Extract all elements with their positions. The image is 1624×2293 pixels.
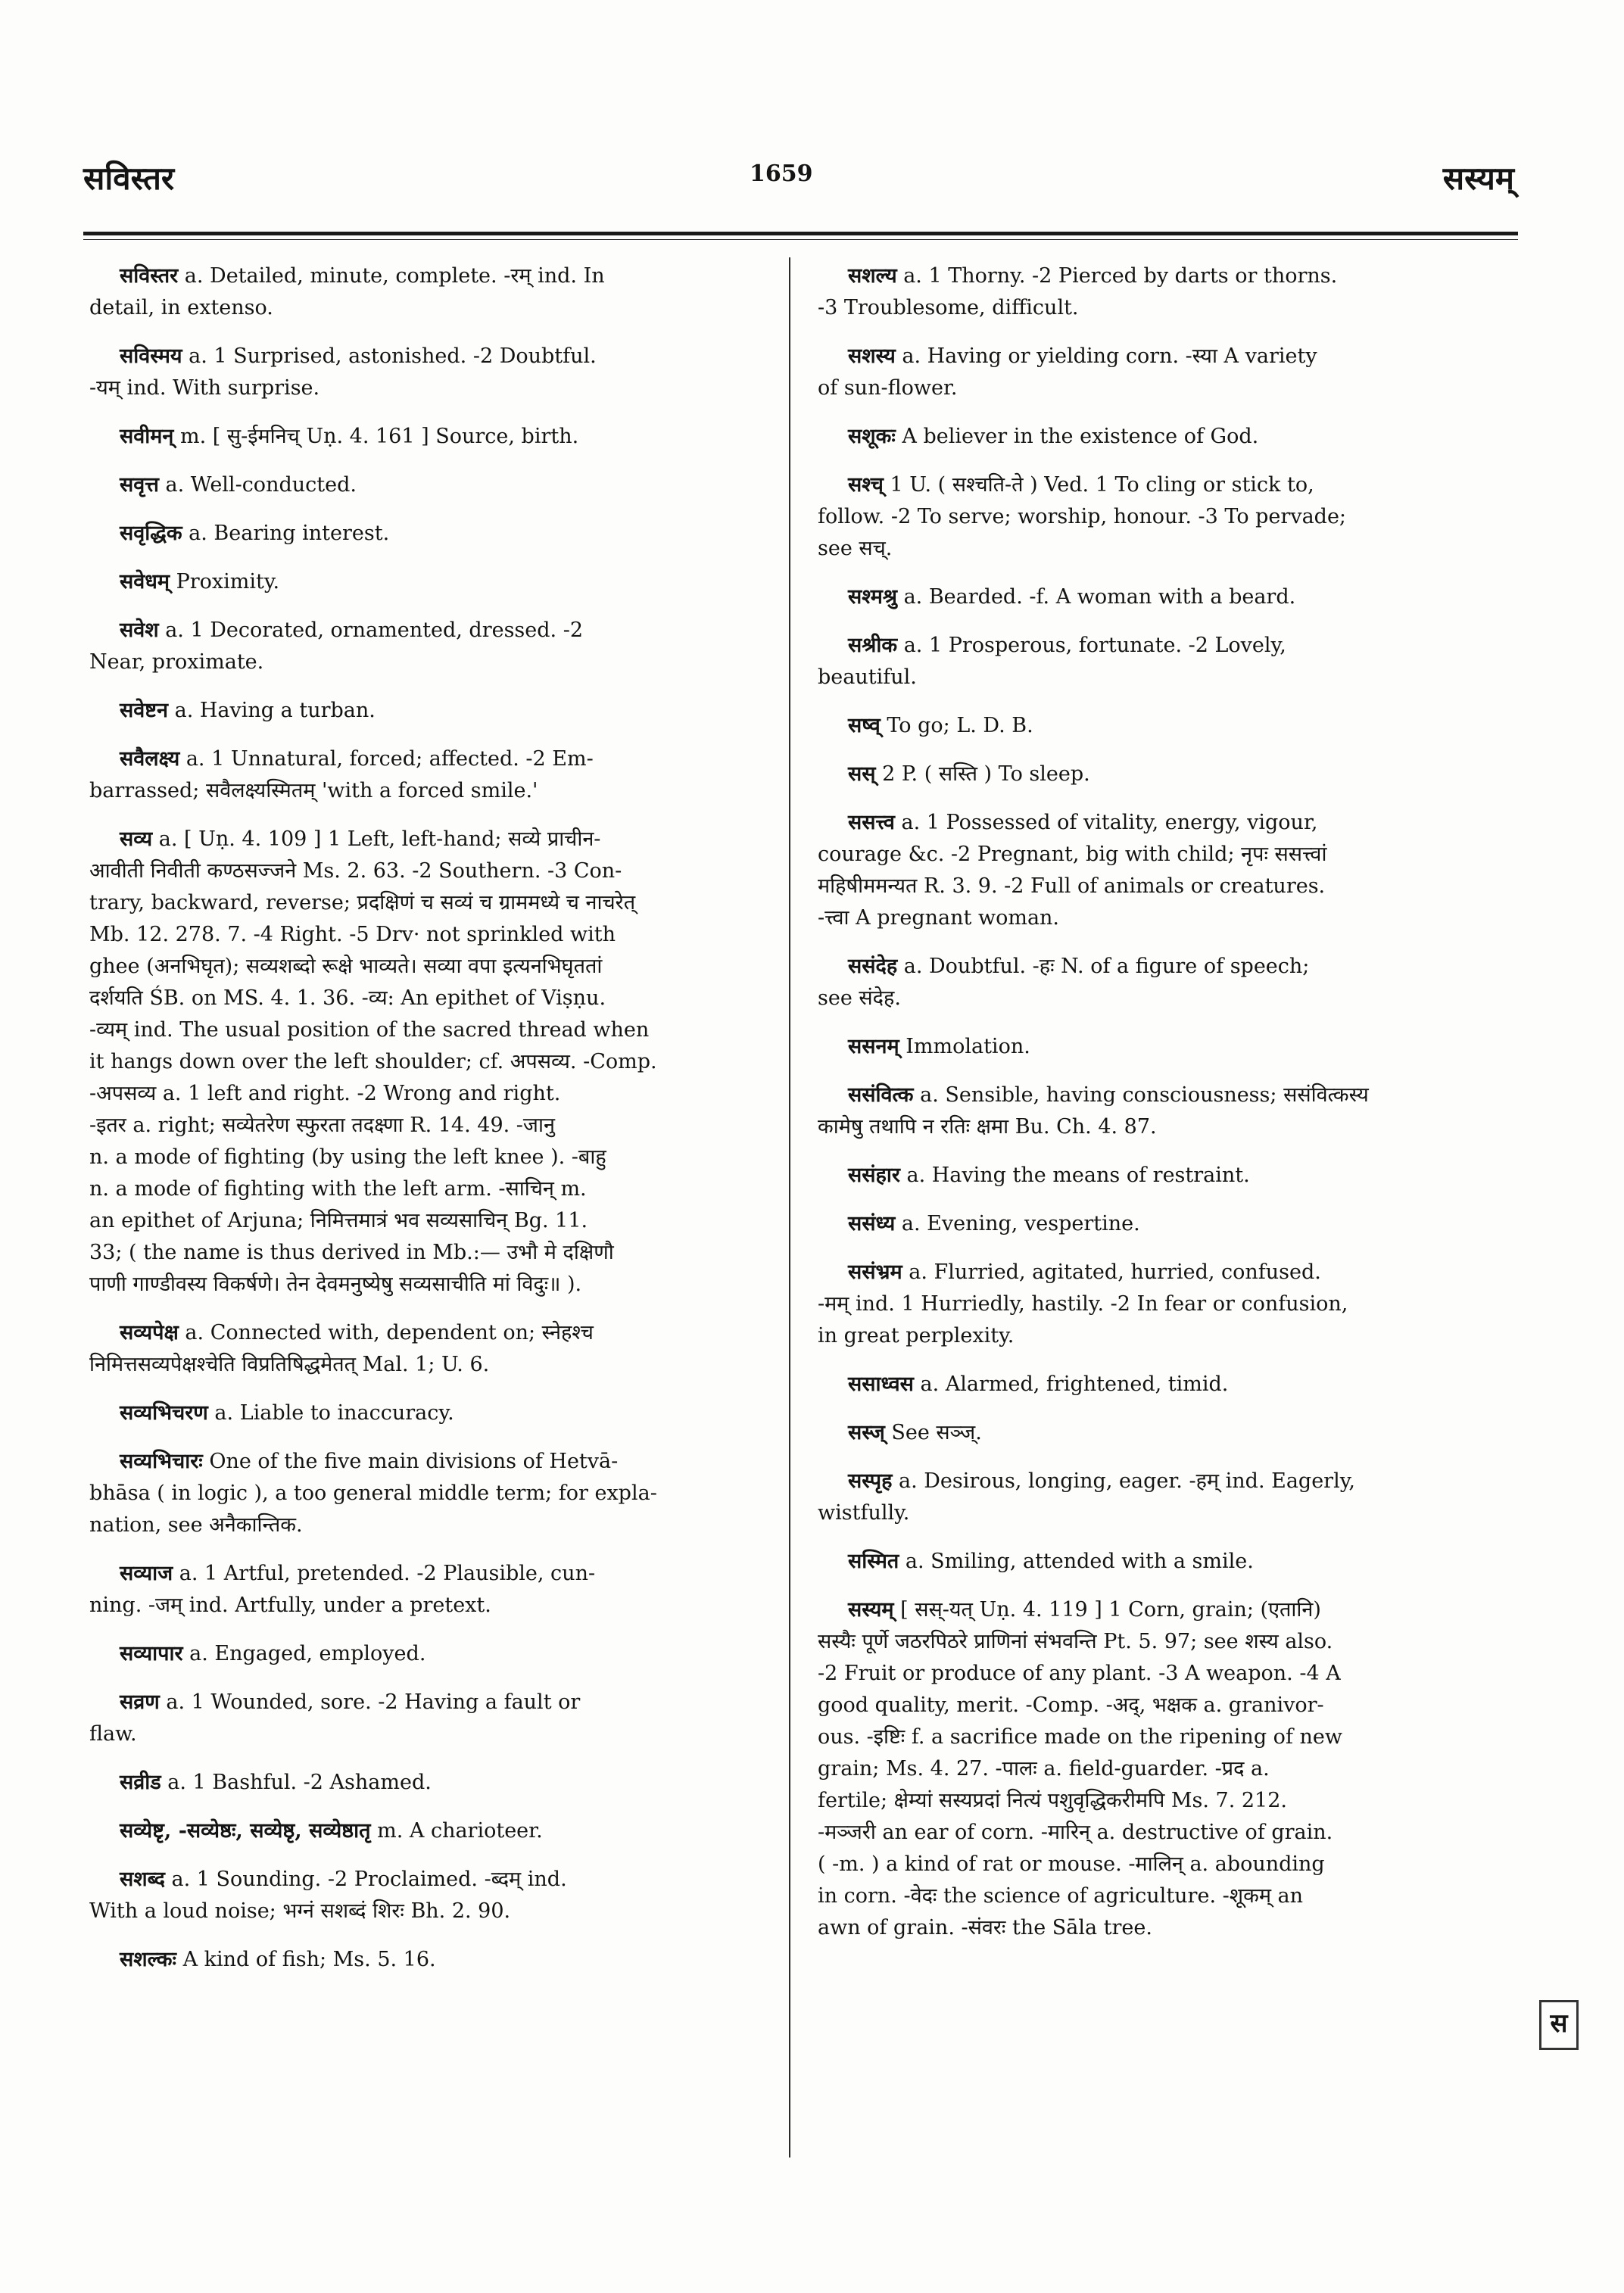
entry-line bbox=[818, 1880, 1492, 1912]
entry-line bbox=[89, 566, 769, 598]
entry-line bbox=[89, 1944, 769, 1976]
dictionary-entry bbox=[89, 260, 769, 324]
definition-text: -त्त्वा A pregnant woman. bbox=[818, 906, 1060, 930]
headword: सस्ज् bbox=[848, 1421, 885, 1444]
column-divider bbox=[789, 257, 790, 2157]
definition-text: a. Smiling, attended with a smile. bbox=[899, 1550, 1254, 1573]
headword: सश्च् bbox=[848, 473, 884, 497]
dictionary-entry bbox=[818, 421, 1492, 453]
entry-line bbox=[89, 1478, 769, 1509]
headword: ससंध्य bbox=[848, 1212, 896, 1235]
definition-text: A believer in the existence of God. bbox=[895, 425, 1259, 448]
headword: सव्रीड bbox=[120, 1771, 161, 1794]
definition-text: Immolation. bbox=[899, 1035, 1030, 1058]
definition-text: wistfully. bbox=[818, 1501, 910, 1525]
definition-text: पाणी गाण्डीवस्य विकर्षणे। तेन देवमनुष्येषु सव्यसाचीति मां विदुः॥ ). bbox=[89, 1273, 582, 1296]
entry-line bbox=[818, 1753, 1492, 1785]
headword: सस् bbox=[848, 762, 876, 786]
definition-text: महिषीममन्यत R. 3. 9. -2 Full of animals or creatures. bbox=[818, 874, 1326, 898]
definition-text: n. a mode of fighting (by using the left knee ). -बाहु bbox=[89, 1145, 606, 1169]
dictionary-entry bbox=[818, 951, 1492, 1014]
entry-line bbox=[818, 501, 1492, 533]
entry-line bbox=[818, 902, 1492, 934]
definition-text: a. 1 Prosperous, fortunate. -2 Lovely, bbox=[897, 634, 1286, 657]
definition-text: a. Evening, vespertine. bbox=[895, 1212, 1140, 1235]
definition-text: -3 Troublesome, difficult. bbox=[818, 296, 1079, 319]
entry-line bbox=[89, 615, 769, 646]
dictionary-entry bbox=[818, 260, 1492, 324]
entry-line bbox=[818, 1817, 1492, 1849]
entry-line bbox=[89, 1173, 769, 1205]
entry-line bbox=[818, 1690, 1492, 1721]
entry-line bbox=[89, 951, 769, 983]
entry-line bbox=[818, 1080, 1492, 1111]
entry-line bbox=[818, 1785, 1492, 1817]
entry-line bbox=[89, 1864, 769, 1896]
entry-line bbox=[818, 1626, 1492, 1658]
entry-line bbox=[89, 1718, 769, 1750]
entry-line bbox=[89, 1687, 769, 1718]
dictionary-entry bbox=[89, 824, 769, 1301]
headword: ससंभ्रम bbox=[848, 1260, 902, 1284]
entry-line bbox=[818, 1546, 1492, 1578]
entry-line bbox=[89, 1509, 769, 1541]
dictionary-entry bbox=[89, 1317, 769, 1381]
definition-text: fertile; क्षेम्यां सस्यप्रदां नित्यं पशुवृद्धिकरीमपि Ms. 7. 212. bbox=[818, 1789, 1287, 1812]
dictionary-entry bbox=[89, 341, 769, 404]
entry-line bbox=[818, 1257, 1492, 1288]
definition-text: a. Desirous, longing, eager. -हम् ind. Eagerly, bbox=[892, 1469, 1355, 1493]
dictionary-entry bbox=[89, 421, 769, 453]
headword: सवृद्धिक bbox=[120, 522, 182, 545]
entry-line bbox=[818, 807, 1492, 839]
entry-line bbox=[818, 1111, 1492, 1143]
entry-line bbox=[89, 1590, 769, 1622]
entry-line bbox=[818, 759, 1492, 790]
headword: सव्रण bbox=[120, 1690, 160, 1714]
entry-line bbox=[89, 1110, 769, 1142]
definition-text: beautiful. bbox=[818, 665, 917, 689]
definition-text: [ सस्-यत् Uṇ. 4. 119 ] 1 Corn, grain; (एतानि) bbox=[893, 1598, 1321, 1622]
definition-text: सस्यैः पूर्णे जठरपिठरे प्राणिनां संभवन्ति Pt. 5. 97; see शस्य also. bbox=[818, 1630, 1333, 1653]
definition-text: ous. -इष्टिः f. a sacrifice made on the ripening of new bbox=[818, 1725, 1342, 1749]
definition-text: With a loud noise; भग्नं सशब्दं शिरः Bh. 2. 90. bbox=[89, 1899, 511, 1923]
definition-text: a. 1 Bashful. -2 Ashamed. bbox=[161, 1771, 432, 1794]
definition-text: in great perplexity. bbox=[818, 1324, 1015, 1347]
dictionary-entry bbox=[818, 1257, 1492, 1352]
entry-line bbox=[89, 824, 769, 855]
definition-text: -व्यम् ind. The usual position of the sacred thread when bbox=[89, 1018, 650, 1042]
headword: ससंदेह bbox=[848, 955, 898, 978]
definition-text: ning. -जम् ind. Artfully, under a pretext. bbox=[89, 1594, 491, 1617]
definition-text: निमित्तसव्यपेक्षश्चेति विप्रतिषिद्धमेतत् Mal. 1; U. 6. bbox=[89, 1353, 490, 1376]
entry-line bbox=[818, 839, 1492, 871]
definition-text: a. Having a turban. bbox=[168, 699, 376, 722]
entry-line bbox=[818, 1160, 1492, 1192]
dictionary-entry bbox=[89, 1815, 769, 1847]
definition-text: a. 1 Surprised, astonished. -2 Doubtful. bbox=[182, 344, 597, 368]
definition-text: 2 P. ( सस्ति ) To sleep. bbox=[875, 762, 1090, 786]
dictionary-entry bbox=[818, 1160, 1492, 1192]
headword: सव्य bbox=[120, 827, 153, 851]
definition-text: कामेषु तथापि न रतिः क्षमा Bu. Ch. 4. 87. bbox=[818, 1115, 1157, 1139]
dictionary-entry bbox=[818, 1208, 1492, 1240]
definition-text: m. A charioteer. bbox=[370, 1819, 543, 1843]
entry-line bbox=[89, 1237, 769, 1269]
entry-line bbox=[89, 1046, 769, 1078]
dictionary-entry bbox=[818, 1594, 1492, 1944]
dictionary-entry bbox=[89, 1864, 769, 1927]
headword: ससंहार bbox=[848, 1164, 900, 1187]
header-rule-thin bbox=[83, 239, 1518, 240]
headword: सष्व् bbox=[848, 714, 881, 737]
entry-line bbox=[818, 630, 1492, 662]
headword: सस्यम् bbox=[848, 1598, 894, 1622]
corner-stamp: स bbox=[1539, 2000, 1579, 2050]
dictionary-entry bbox=[89, 743, 769, 807]
definition-text: grain; Ms. 4. 27. -पालः a. field-guarder. -प्रद a. bbox=[818, 1757, 1270, 1781]
definition-text: an epithet of Arjuna; निमित्तमात्रं भव सव्यसाचिन् Bg. 11. bbox=[89, 1209, 588, 1232]
definition-text: a. Engaged, employed. bbox=[182, 1642, 426, 1665]
definition-text: see सच्. bbox=[818, 537, 893, 560]
definition-text: -अपसव्य a. 1 left and right. -2 Wrong and right. bbox=[89, 1082, 561, 1105]
definition-text: a. Bearing interest. bbox=[182, 522, 390, 545]
definition-text: a. 1 Decorated, ornamented, dressed. -2 bbox=[158, 618, 584, 642]
headword: सवेष्टन bbox=[120, 699, 169, 722]
headword: सशस्य bbox=[848, 344, 896, 368]
definition-text: in corn. -वेदः the science of agriculture. -शूकम् an bbox=[818, 1884, 1304, 1908]
headword: सविस्तर bbox=[120, 264, 179, 288]
entry-line bbox=[818, 421, 1492, 453]
entry-line bbox=[89, 1142, 769, 1173]
dictionary-entry bbox=[89, 1397, 769, 1429]
definition-text: trary, backward, reverse; प्रदक्षिणं च सव्यं च ग्राममध्ये च नाचरेत् bbox=[89, 891, 636, 914]
definition-text: ( -m. ) a kind of rat or mouse. -मालिन् a. abounding bbox=[818, 1852, 1325, 1876]
headword: सविस्मय bbox=[120, 344, 182, 368]
dictionary-entry bbox=[818, 710, 1492, 742]
entry-line bbox=[89, 695, 769, 727]
headword: ससत्त्व bbox=[848, 811, 895, 834]
definition-text: awn of grain. -संवरः the Sāla tree. bbox=[818, 1916, 1152, 1939]
entry-line bbox=[89, 919, 769, 951]
entry-line bbox=[89, 983, 769, 1014]
headword: ससाध्वस bbox=[848, 1372, 914, 1396]
headword: सवैलक्ष्य bbox=[120, 747, 180, 771]
entry-line bbox=[89, 775, 769, 807]
definition-text: Near, proximate. bbox=[89, 650, 264, 674]
definition-text: A kind of fish; Ms. 5. 16. bbox=[176, 1948, 436, 1971]
entry-line bbox=[89, 855, 769, 887]
entry-line bbox=[818, 1369, 1492, 1400]
entry-line bbox=[89, 1078, 769, 1110]
entry-line bbox=[89, 1558, 769, 1590]
entry-line bbox=[818, 1288, 1492, 1320]
definition-text: -इतर a. right; सव्येतरेण स्फुरता तदक्ष्णा R. 14. 49. -जानु bbox=[89, 1114, 555, 1137]
definition-text: Proximity. bbox=[170, 570, 280, 594]
definition-text: Mb. 12. 278. 7. -4 Right. -5 Drv· not sprinkled with bbox=[89, 923, 616, 946]
dictionary-entry bbox=[89, 1446, 769, 1541]
headword: सव्यापार bbox=[120, 1642, 183, 1665]
entry-line bbox=[818, 341, 1492, 372]
entry-line bbox=[818, 1031, 1492, 1063]
entry-line bbox=[818, 1417, 1492, 1449]
definition-text: a. Well-conducted. bbox=[158, 473, 357, 497]
definition-text: 33; ( the name is thus derived in Mb.:— उभौ मे दक्षिणौ bbox=[89, 1241, 614, 1264]
entry-line bbox=[818, 1320, 1492, 1352]
definition-text: see संदेह. bbox=[818, 986, 901, 1010]
header-rule bbox=[83, 232, 1518, 235]
dictionary-entry bbox=[818, 341, 1492, 404]
entry-line bbox=[818, 260, 1492, 292]
definition-text: nation, see अनैकान्तिक. bbox=[89, 1513, 303, 1537]
entry-line bbox=[818, 292, 1492, 324]
dictionary-entry bbox=[818, 1031, 1492, 1063]
dictionary-entry bbox=[818, 469, 1492, 565]
headword: ससंवित्क bbox=[848, 1083, 914, 1107]
entry-line bbox=[818, 533, 1492, 565]
headword: सव्यपेक्ष bbox=[120, 1321, 179, 1344]
entry-line bbox=[89, 1349, 769, 1381]
dictionary-entry bbox=[89, 1638, 769, 1670]
dictionary-entry bbox=[818, 807, 1492, 934]
definition-text: -यम् ind. With surprise. bbox=[89, 376, 320, 400]
headword: सवेधम् bbox=[120, 570, 170, 594]
headword: सव्येष्टृ, -सव्येष्ठः, सव्येष्ठृ, सव्येष्ठातृ bbox=[120, 1819, 371, 1843]
definition-text: a. 1 Artful, pretended. -2 Plausible, cun- bbox=[173, 1562, 596, 1585]
headword: सशब्द bbox=[120, 1868, 165, 1891]
entry-line bbox=[818, 372, 1492, 404]
definition-text: दर्शयति ŚB. on MS. 4. 1. 36. -व्य: An epithet of Viṣṇu. bbox=[89, 986, 606, 1010]
definition-text: n. a mode of fighting with the left arm. -साचिन् m. bbox=[89, 1177, 587, 1201]
definition-text: ghee (अनभिघृत); सव्यशब्दो रूक्षे भाव्यते। सव्या वपा इत्यनभिघृततां bbox=[89, 955, 603, 978]
definition-text: good quality, merit. -Comp. -अद्, भक्षक a. granivor- bbox=[818, 1693, 1324, 1717]
entry-line bbox=[89, 1014, 769, 1046]
entry-line bbox=[89, 469, 769, 501]
definition-text: a. 1 Sounding. -2 Proclaimed. -ब्दम् ind. bbox=[164, 1868, 567, 1891]
headword: सस्मित bbox=[848, 1550, 899, 1573]
dictionary-entry bbox=[89, 1767, 769, 1799]
entry-line bbox=[89, 1896, 769, 1927]
entry-line bbox=[818, 581, 1492, 613]
running-head-left: सविस्तर bbox=[83, 160, 175, 197]
headword: सशल्य bbox=[848, 264, 897, 288]
definition-text: a. Detailed, minute, complete. -रम् ind. In bbox=[178, 264, 605, 288]
definition-text: flaw. bbox=[89, 1722, 137, 1746]
entry-line bbox=[89, 1269, 769, 1301]
definition-text: bhāsa ( in logic ), a too general middle term; for expla- bbox=[89, 1481, 657, 1505]
entry-line bbox=[89, 1638, 769, 1670]
entry-line bbox=[89, 260, 769, 292]
entry-line bbox=[818, 1849, 1492, 1880]
headword: सवेश bbox=[120, 618, 159, 642]
dictionary-entry bbox=[818, 1466, 1492, 1529]
headword: सव्यभिचरण bbox=[120, 1401, 208, 1425]
dictionary-entry bbox=[818, 1546, 1492, 1578]
definition-text: 1 U. ( सश्चति-ते ) Ved. 1 To cling or stick to, bbox=[883, 473, 1314, 497]
entry-line bbox=[818, 1658, 1492, 1690]
dictionary-entry bbox=[818, 1417, 1492, 1449]
definition-text: a. [ Uṇ. 4. 109 ] 1 Left, left-hand; सव्ये प्राचीन- bbox=[152, 827, 601, 851]
entry-line bbox=[818, 469, 1492, 501]
page-header bbox=[83, 156, 1514, 217]
definition-text: courage &c. -2 Pregnant, big with child; नृपः ससत्त्वां bbox=[818, 843, 1327, 866]
dictionary-entry bbox=[818, 1080, 1492, 1143]
definition-text: m. [ सु-ईमनिच् Uṇ. 4. 161 ] Source, birth. bbox=[173, 425, 579, 448]
dictionary-entry bbox=[89, 566, 769, 598]
entry-line bbox=[818, 951, 1492, 983]
entry-line bbox=[818, 1721, 1492, 1753]
definition-text: of sun-flower. bbox=[818, 376, 958, 400]
definition-text: a. Having the means of restraint. bbox=[899, 1164, 1250, 1187]
dictionary-entry bbox=[89, 1558, 769, 1622]
entry-line bbox=[818, 1208, 1492, 1240]
definition-text: it hangs down over the left shoulder; cf. अपसव्य. -Comp. bbox=[89, 1050, 657, 1073]
entry-line bbox=[818, 871, 1492, 902]
right-column bbox=[818, 260, 1492, 1961]
entry-line bbox=[89, 341, 769, 372]
entry-line bbox=[89, 1815, 769, 1847]
page-number: 1659 bbox=[750, 160, 813, 187]
definition-text: a. Alarmed, frightened, timid. bbox=[913, 1372, 1229, 1396]
running-head-right: सस्यम् bbox=[1442, 160, 1514, 197]
definition-text: -मञ्जरी an ear of corn. -मारिन् a. destructive of grain. bbox=[818, 1821, 1333, 1844]
dictionary-entry bbox=[89, 1687, 769, 1750]
headword: सश्मश्रु bbox=[848, 585, 897, 609]
headword: सशल्कः bbox=[120, 1948, 176, 1971]
dictionary-entry bbox=[89, 695, 769, 727]
dictionary-entry bbox=[818, 581, 1492, 613]
definition-text: See सञ्ज्. bbox=[884, 1421, 982, 1444]
definition-text: a. Bearded. -f. A woman with a beard. bbox=[897, 585, 1296, 609]
headword: ससनम् bbox=[848, 1035, 899, 1058]
entry-line bbox=[818, 1466, 1492, 1497]
definition-text: follow. -2 To serve; worship, honour. -3 To pervade; bbox=[818, 505, 1347, 528]
headword: सव्यभिचारः bbox=[120, 1450, 203, 1473]
entry-line bbox=[89, 743, 769, 775]
entry-line bbox=[818, 1594, 1492, 1626]
dictionary-entry bbox=[818, 1369, 1492, 1400]
entry-line bbox=[89, 1446, 769, 1478]
definition-text: barrassed; सवैलक्ष्यस्मितम् 'with a forced smile.' bbox=[89, 779, 538, 802]
entry-line bbox=[89, 1317, 769, 1349]
definition-text: a. 1 Wounded, sore. -2 Having a fault or bbox=[159, 1690, 581, 1714]
headword: सव्याज bbox=[120, 1562, 173, 1585]
definition-text: a. Liable to inaccuracy. bbox=[207, 1401, 454, 1425]
headword: सवीमन् bbox=[120, 425, 174, 448]
headword: सवृत्त bbox=[120, 473, 159, 497]
headword: सस्पृह bbox=[848, 1469, 893, 1493]
dictionary-entry bbox=[89, 469, 769, 501]
entry-line bbox=[818, 1497, 1492, 1529]
entry-line bbox=[818, 662, 1492, 693]
definition-text: a. Connected with, dependent on; स्नेहश्च bbox=[178, 1321, 594, 1344]
entry-line bbox=[89, 292, 769, 324]
definition-text: detail, in extenso. bbox=[89, 296, 273, 319]
dictionary-entry bbox=[818, 630, 1492, 693]
entry-line bbox=[89, 1767, 769, 1799]
entry-line bbox=[89, 1205, 769, 1237]
entry-line bbox=[818, 1912, 1492, 1944]
entry-line bbox=[89, 372, 769, 404]
dictionary-entry bbox=[89, 615, 769, 678]
dictionary-entry bbox=[89, 1944, 769, 1976]
entry-line bbox=[818, 983, 1492, 1014]
headword: सशूकः bbox=[848, 425, 896, 448]
entry-line bbox=[89, 518, 769, 550]
definition-text: a. Doubtful. -हः N. of a figure of speech; bbox=[897, 955, 1310, 978]
definition-text: a. Having or yielding corn. -स्या A variety bbox=[895, 344, 1317, 368]
definition-text: One of the five main divisions of Hetvā- bbox=[202, 1450, 619, 1473]
headword: सश्रीक bbox=[848, 634, 898, 657]
definition-text: a. Sensible, having consciousness; ससंवित्कस्य bbox=[913, 1083, 1369, 1107]
definition-text: -2 Fruit or produce of any plant. -3 A weapon. -4 A bbox=[818, 1662, 1341, 1685]
entry-line bbox=[89, 887, 769, 919]
definition-text: a. 1 Thorny. -2 Pierced by darts or thorns. bbox=[896, 264, 1338, 288]
dictionary-entry bbox=[89, 518, 769, 550]
definition-text: a. Flurried, agitated, hurried, confused. bbox=[902, 1260, 1321, 1284]
left-column bbox=[89, 260, 769, 1992]
definition-text: a. 1 Unnatural, forced; affected. -2 Em- bbox=[179, 747, 594, 771]
entry-line bbox=[818, 710, 1492, 742]
entry-line bbox=[89, 646, 769, 678]
definition-text: आवीती निवीती कण्ठसज्जने Ms. 2. 63. -2 Southern. -3 Con- bbox=[89, 859, 622, 883]
entry-line bbox=[89, 1397, 769, 1429]
entry-line bbox=[89, 421, 769, 453]
definition-text: a. 1 Possessed of vitality, energy, vigour, bbox=[894, 811, 1318, 834]
dictionary-entry bbox=[818, 759, 1492, 790]
definition-text: -मम् ind. 1 Hurriedly, hastily. -2 In fear or confusion, bbox=[818, 1292, 1348, 1316]
definition-text: To go; L. D. B. bbox=[880, 714, 1033, 737]
